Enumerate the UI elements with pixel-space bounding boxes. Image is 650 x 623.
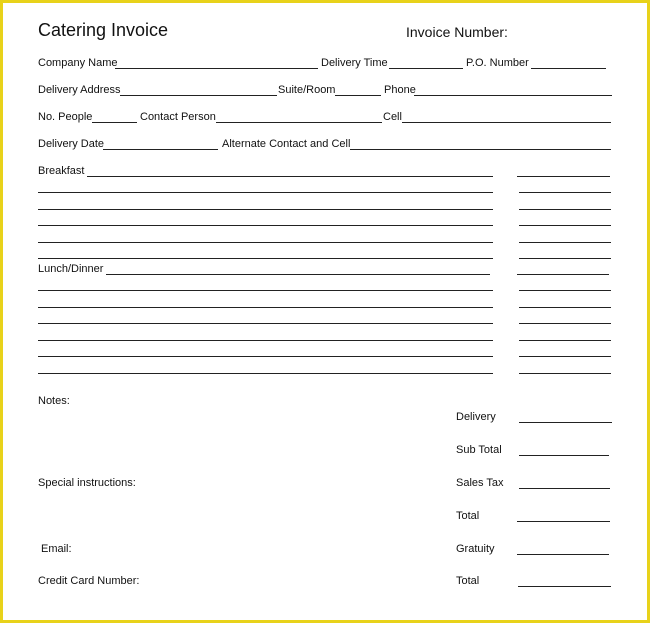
breakfast-line[interactable] — [87, 176, 493, 177]
delivery-total-label: Delivery — [456, 411, 496, 423]
lunch-dinner-line[interactable] — [38, 356, 493, 357]
company-name-label: Company Name — [38, 57, 118, 69]
breakfast-price-line[interactable] — [519, 209, 611, 210]
invoice-number-label: Invoice Number: — [406, 24, 508, 40]
notes-label: Notes: — [38, 395, 70, 407]
breakfast-price-line[interactable] — [519, 192, 611, 193]
delivery-address-field[interactable] — [120, 95, 277, 96]
sales-tax-field[interactable] — [519, 488, 610, 489]
breakfast-price-line[interactable] — [519, 225, 611, 226]
gratuity-field[interactable] — [517, 554, 609, 555]
lunch-dinner-price-line[interactable] — [519, 323, 611, 324]
po-number-label: P.O. Number — [466, 57, 529, 69]
gratuity-label: Gratuity — [456, 543, 495, 555]
alternate-contact-field[interactable] — [350, 149, 611, 150]
total-label: Total — [456, 510, 480, 522]
delivery-date-label: Delivery Date — [38, 138, 105, 150]
sub-total-field[interactable] — [519, 455, 609, 456]
contact-person-label: Contact Person — [140, 111, 216, 123]
breakfast-line[interactable] — [38, 225, 493, 226]
breakfast-line[interactable] — [38, 209, 493, 210]
lunch-dinner-price-line[interactable] — [519, 356, 611, 357]
total-field[interactable] — [517, 521, 610, 522]
lunch-dinner-line[interactable] — [106, 274, 490, 275]
lunch-dinner-price-line[interactable] — [517, 274, 609, 275]
suite-room-label: Suite/Room — [278, 84, 336, 96]
delivery-address-label: Delivery Address — [38, 84, 121, 96]
credit-card-label: Credit Card Number: — [38, 575, 140, 587]
final-total-label: Total — [456, 575, 480, 587]
delivery-time-label: Delivery Time — [321, 57, 388, 69]
sales-tax-label: Sales Tax — [456, 477, 504, 489]
alternate-contact-label: Alternate Contact and Cell — [222, 138, 351, 150]
no-people-field[interactable] — [92, 122, 137, 123]
no-people-label: No. People — [38, 111, 93, 123]
company-name-field[interactable] — [115, 68, 318, 69]
lunch-dinner-price-line[interactable] — [519, 307, 611, 308]
suite-room-field[interactable] — [335, 95, 381, 96]
lunch-dinner-line[interactable] — [38, 323, 493, 324]
breakfast-price-line[interactable] — [519, 242, 611, 243]
contact-person-field[interactable] — [216, 122, 382, 123]
cell-field[interactable] — [402, 122, 611, 123]
lunch-dinner-line[interactable] — [38, 373, 493, 374]
po-number-field[interactable] — [531, 68, 606, 69]
lunch-dinner-price-line[interactable] — [519, 290, 611, 291]
delivery-time-field[interactable] — [389, 68, 463, 69]
delivery-date-field[interactable] — [103, 149, 218, 150]
sub-total-label: Sub Total — [456, 444, 502, 456]
breakfast-line[interactable] — [38, 192, 493, 193]
breakfast-line[interactable] — [38, 258, 493, 259]
cell-label: Cell — [383, 111, 402, 123]
breakfast-label: Breakfast — [38, 165, 85, 177]
lunch-dinner-line[interactable] — [38, 307, 493, 308]
breakfast-price-line[interactable] — [519, 258, 611, 259]
phone-label: Phone — [384, 84, 416, 96]
special-instructions-label: Special instructions: — [38, 477, 136, 489]
page-title: Catering Invoice — [38, 20, 169, 40]
lunch-dinner-price-line[interactable] — [519, 373, 611, 374]
lunch-dinner-line[interactable] — [38, 340, 493, 341]
lunch-dinner-label: Lunch/Dinner — [38, 263, 104, 275]
email-label: Email: — [41, 543, 72, 555]
phone-field[interactable] — [414, 95, 612, 96]
breakfast-price-line[interactable] — [517, 176, 610, 177]
lunch-dinner-price-line[interactable] — [519, 340, 611, 341]
breakfast-line[interactable] — [38, 242, 493, 243]
lunch-dinner-line[interactable] — [38, 290, 493, 291]
delivery-total-field[interactable] — [519, 422, 612, 423]
final-total-field[interactable] — [518, 586, 611, 587]
